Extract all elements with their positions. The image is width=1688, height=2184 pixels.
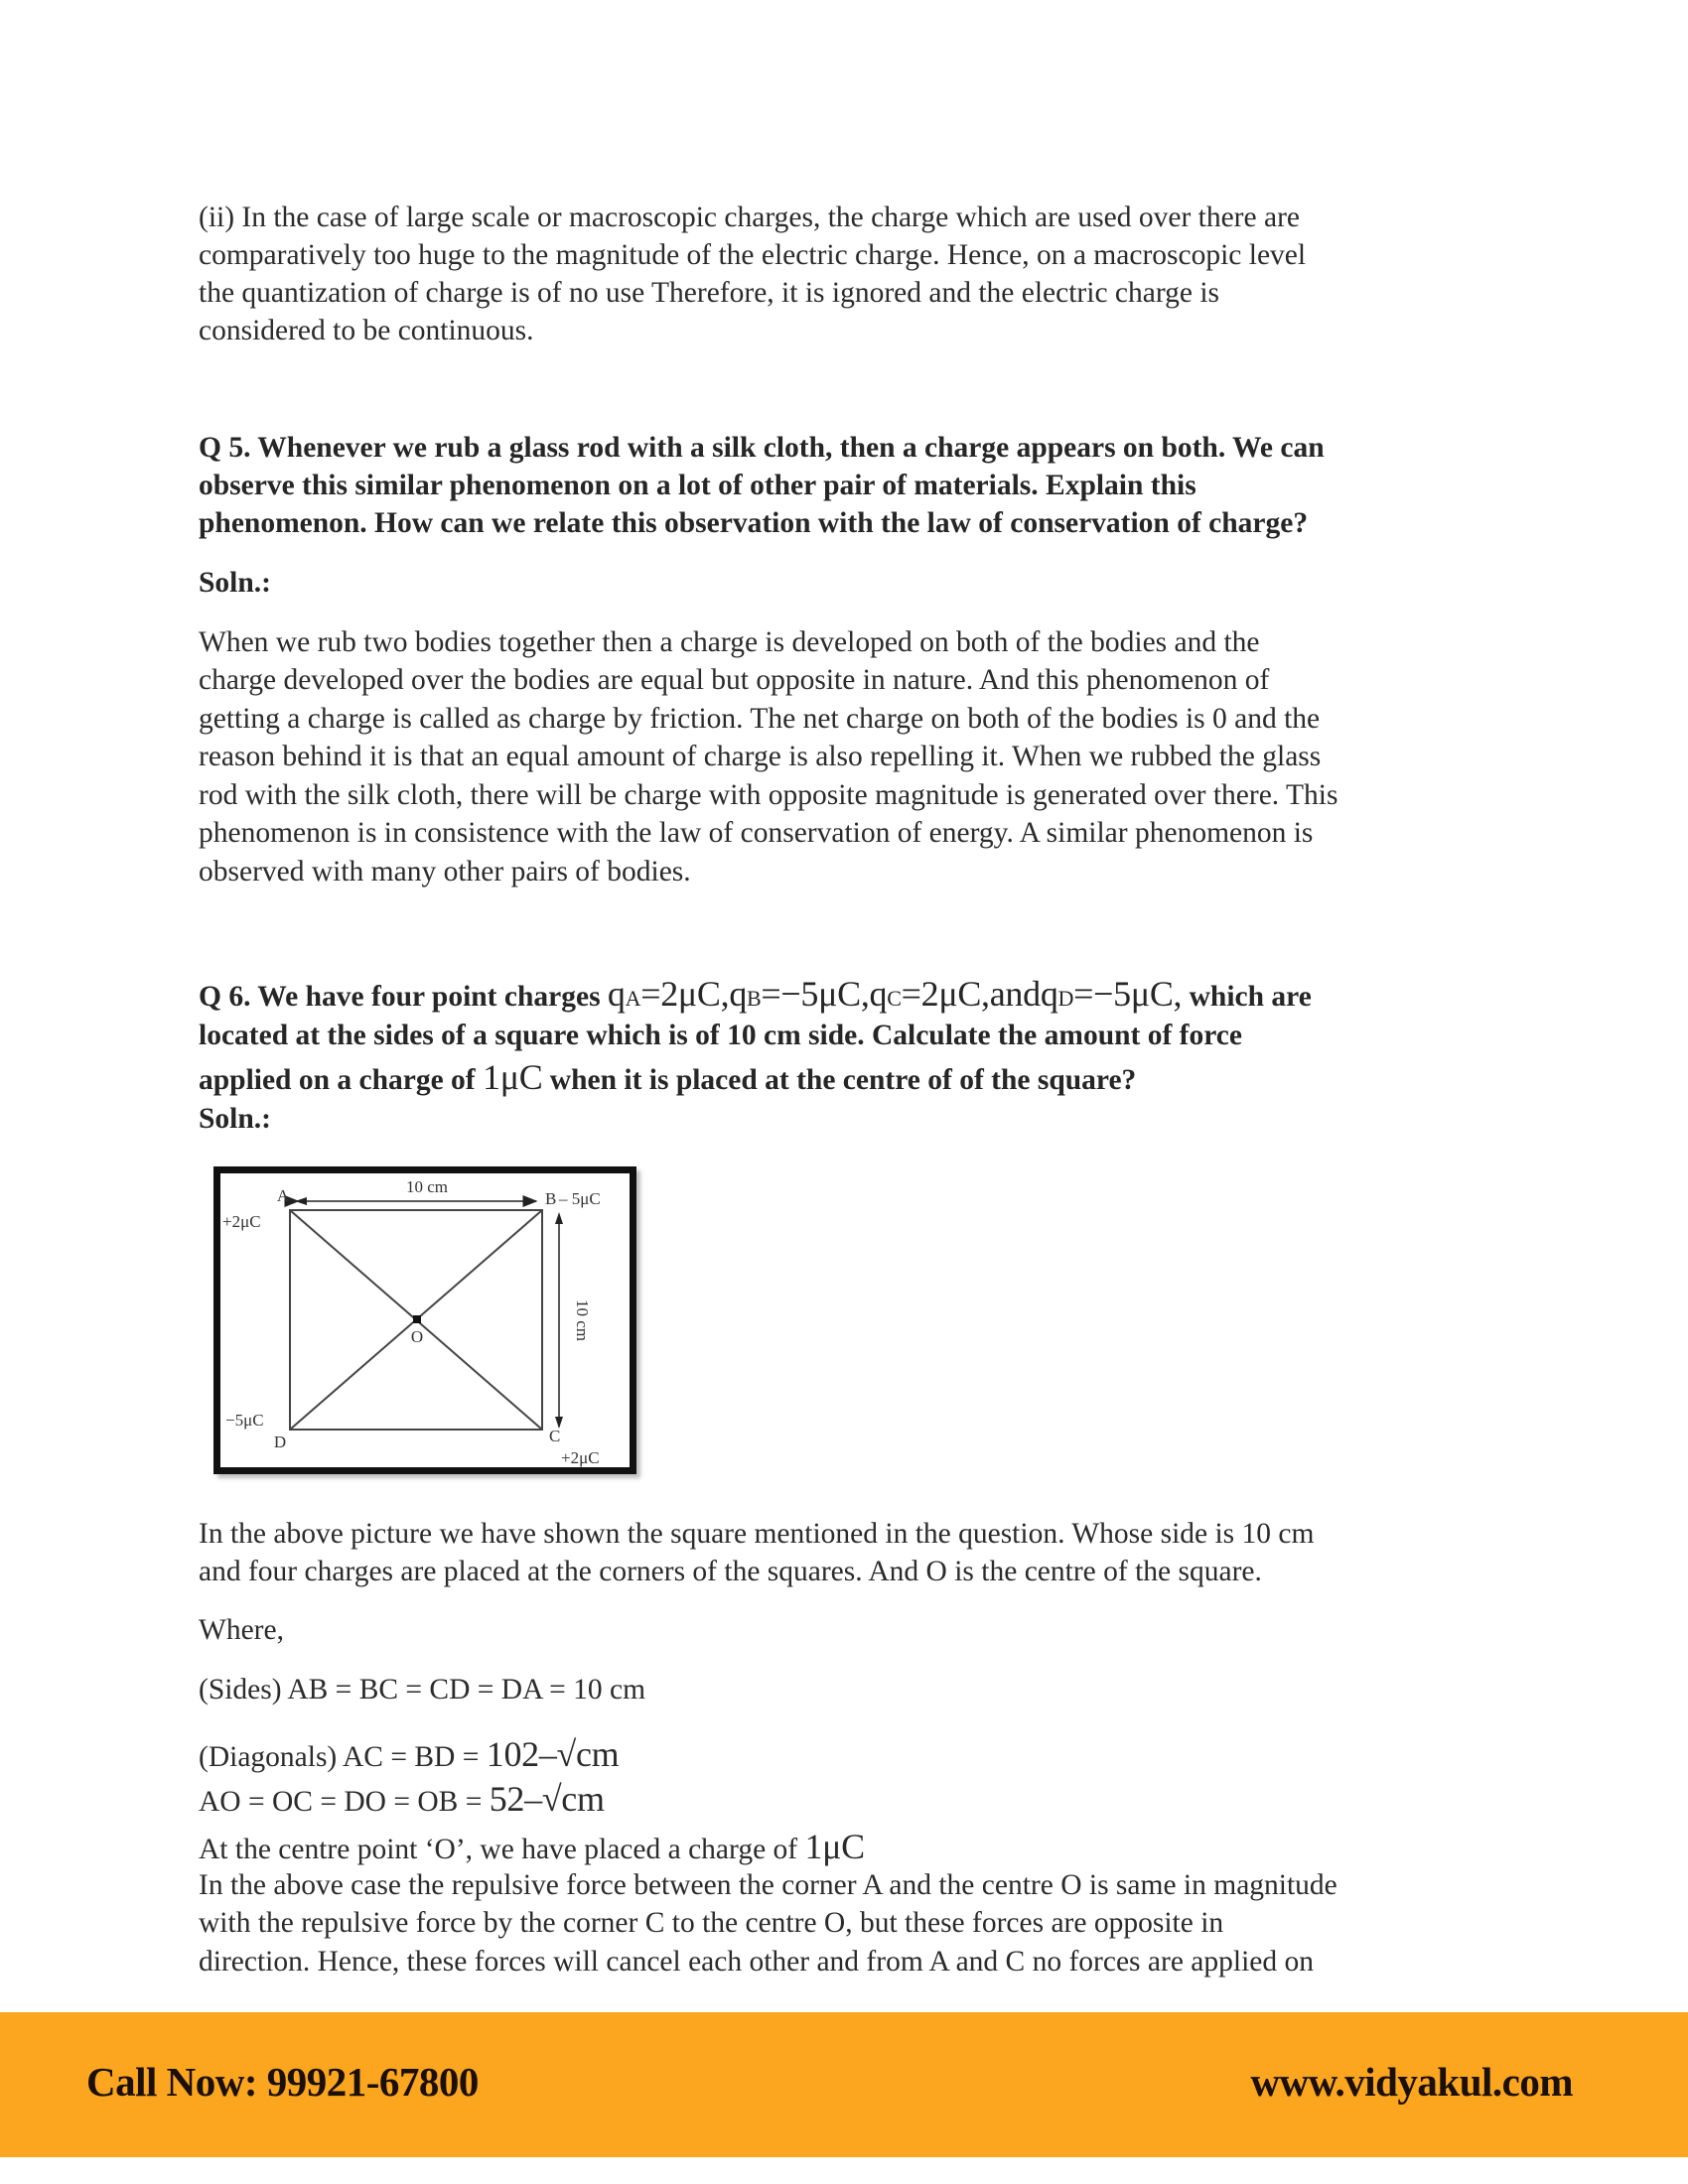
text-line: and four charges are placed at the corners of the squares. And O is the centre of the square. [199,1556,1262,1587]
text-line: observed with many other pairs of bodies. [199,856,691,887]
question-text: when it is placed at the centre of of the square? [542,1064,1137,1096]
text-line: phenomenon is in consistence with the law of conservation of energy. A similar phenomenon is [199,817,1314,849]
charge-a-label: +2μC [222,1212,261,1231]
question-line: observe this similar phenomenon on a lot of other pair of materials. Explain this [199,470,1196,501]
question-line: Q 5. Whenever we rub a glass rod with a silk cloth, then a charge appears on both. We can [199,432,1325,464]
top-dimension-label: 10 cm [405,1177,449,1196]
text-line: reason behind it is that an equal amount of charge is also repelling it. When we rubbed the glass [199,741,1322,772]
diagram-figure [213,1166,636,1474]
text-line: with the repulsive force by the corner C to the centre O, but these forces are opposite in [199,1907,1224,1939]
footer-banner [0,2012,1688,2157]
charge-c-label: +2μC [561,1448,600,1467]
website-link[interactable]: www.vidyakul.com [1250,2059,1573,2105]
text-line: the quantization of charge is of no use Therefore, it is ignored and the electric charge is [199,277,1220,309]
text-line: In the above picture we have shown the square mentioned in the question. Whose side is 10 cm [199,1518,1315,1550]
text-line: Where, [199,1614,284,1646]
centre-point [413,1315,421,1323]
side-dimension-label: 10 cm [573,1298,592,1342]
text-line: charge developed over the bodies are equal but opposite in nature. And this phenomenon of [199,664,1270,696]
solution-label: Soln.: [199,567,271,599]
diagonal-value: 102–√cm [486,1734,620,1774]
text-line: When we rub two bodies together then a charge is developed on both of the bodies and the [199,626,1260,658]
charge-d-label: −5μC [225,1411,264,1430]
text-line: comparatively too huge to the magnitude of the electric charge. Hence, on a macroscopic level [199,239,1307,271]
question-line [199,1058,1136,1097]
question-line: located at the sides of a square which is of 10 cm side. Calculate the amount of force [199,1020,1242,1051]
corner-d-label: D [273,1433,287,1451]
square-charges-diagram [213,1166,636,1474]
text-line: rod with the silk cloth, there will be charge with opposite magnitude is generated over there. This [199,779,1338,811]
math-charge: 1μC [483,1057,543,1097]
centre-label: O [410,1327,424,1346]
diagonals-equation: (Diagonals) AC = BD = 102–√cm [199,1734,620,1774]
text-line: direction. Hence, these forces will cancel each other and from A and C no forces are applied on [199,1946,1315,1978]
sides-equation: (Sides) AB = BC = CD = DA = 10 cm [199,1674,646,1706]
text-line: getting a charge is called as charge by friction. The net charge on both of the bodies is 0 and the [199,703,1321,735]
half-diagonal-equation: AO = OC = DO = OB = 52–√cm [199,1779,605,1819]
text-line: In the above case the repulsive force between the corner A and the centre O is same in magnitude [199,1869,1337,1901]
charge-b-label: – 5μC [559,1189,601,1208]
question-text: Q 6. We have four point charges [199,981,608,1013]
question-text: applied on a charge of [199,1064,483,1096]
text-line: (ii) In the case of large scale or macroscopic charges, the charge which are used over there are [199,202,1300,233]
call-now-phone[interactable]: Call Now: 99921-67800 [86,2059,479,2105]
question-line [199,975,1312,1014]
centre-charge-value: 1μC [804,1827,865,1866]
corner-a-label: A [276,1186,290,1205]
question-line: phenomenon. How can we relate this observation with the law of conservation of charge? [199,507,1309,539]
text-line: considered to be continuous. [199,315,534,346]
charge-qa: qA=2μC,qB=−5μC,qC=2μC,andqD=−5μC, [607,974,1183,1014]
solution-label: Soln.: [199,1103,271,1135]
question-text: which are [1182,981,1312,1013]
half-diagonal-value: 52–√cm [489,1779,605,1819]
corner-c-label: C [549,1427,561,1445]
centre-charge-line: At the centre point ‘O’, we have placed a charge of 1μC [199,1827,865,1866]
corner-b-label: B [545,1189,557,1208]
